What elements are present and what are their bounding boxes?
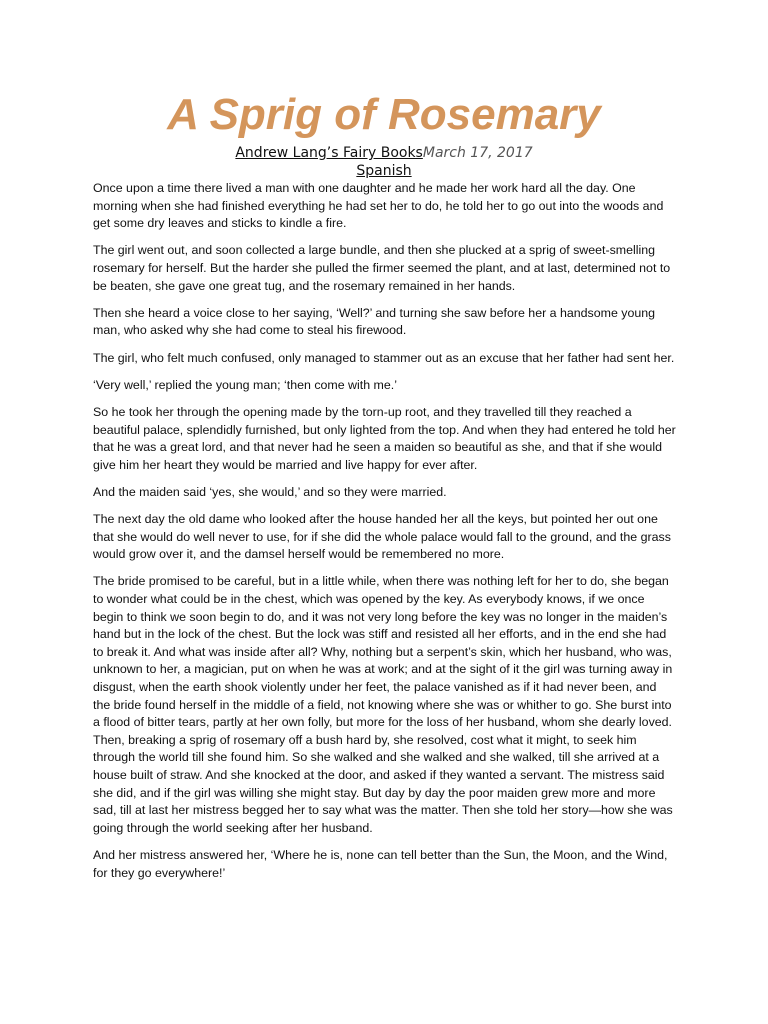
paragraph: The girl, who felt much confused, only managed to stammer out as an excuse that her father had sent her.	[93, 350, 675, 365]
category-link[interactable]: Spanish	[356, 163, 412, 179]
paragraph: So he took her through the opening made by the torn-up root, and they travelled till they reached a beautiful palace, splendidly furnished, but only lighted from the top. And when they had entered he told her that he was a great lord, and that never had he seen a maiden so beautiful as she, and that if she would give him her heart they would be married and live happy for ever after.	[93, 404, 676, 472]
paragraph: The next day the old dame who looked after the house handed her all the keys, but pointed her out one that she would do well never to use, for if she did the whole palace would fall to the ground, and the grass would grow over it, and the damsel herself would be remembered no more.	[93, 512, 671, 562]
paragraph: Once upon a time there lived a man with one daughter and he made her work hard all the day. One morning when she had finished everything he had set her to do, he told her to go out into the woods and get some dry leaves and sticks to kindle a fire.	[93, 181, 664, 231]
paragraph: ‘Very well,’ replied the young man; ‘then come with me.’	[93, 377, 397, 392]
paragraph: The bride promised to be careful, but in a little while, when there was nothing left for her to do, she began to wonder what could be in the chest, which was opened by the key. As everybody knows, if we once begin to think we soon begin to do, and it was not very long before the key was no longer in the maiden’s hand but in the lock of the chest. But the lock was stiff and resisted all her efforts, and in the end she had to break it. And what was inside after all? Why, nothing but a serpent’s skin, which her husband, who was, unknown to her, a magician, put on when he was at work; and at the sight of it the girl was turning away in disgust, when the earth shook violently under her feet, the palace vanished as if it had never been, and the bride found herself in the middle of a field, not knowing where she was or whither to go. She burst into a flood of bitter tears, partly at her own folly, but more for the loss of her husband, whom she dearly loved. Then, breaking a sprig of rosemary off a bush hard by, she resolved, cost what it might, to seek him through the world till she found him. So she walked and she walked and she walked, till she arrived at a house built of straw. And she knocked at the door, and asked if they wanted a servant. The mistress said she did, and if the girl was willing she might stay. But day by day the poor maiden grew more and more sad, till at last her mistress begged her to say what was the matter. Then she told her story—how she was going through the world seeking after her husband.	[93, 574, 673, 835]
publish-date: March 17, 2017	[422, 145, 533, 161]
category	[0, 163, 768, 180]
paragraph: The girl went out, and soon collected a large bundle, and then she plucked at a sprig of sweet-smelling rosemary for herself. But the harder she pulled the firmer seemed the plant, and at last, determined not to be beaten, she gave one great tug, and the rosemary remained in her hands.	[93, 243, 671, 293]
story-body	[93, 180, 677, 892]
paragraph: Then she heard a voice close to her saying, ‘Well?’ and turning she saw before her a handsome young man, who asked why she had come to steal his firewood.	[93, 305, 656, 338]
paragraph: And the maiden said ‘yes, she would,’ and so they were married.	[93, 484, 447, 499]
source-link[interactable]: Andrew Lang’s Fairy Books	[235, 145, 423, 161]
page-title: A Sprig of Rosemary	[167, 90, 601, 139]
byline	[0, 145, 768, 162]
paragraph: And her mistress answered her, ‘Where he is, none can tell better than the Sun, the Moon, and the Wind, for they go everywhere!’	[93, 847, 668, 880]
